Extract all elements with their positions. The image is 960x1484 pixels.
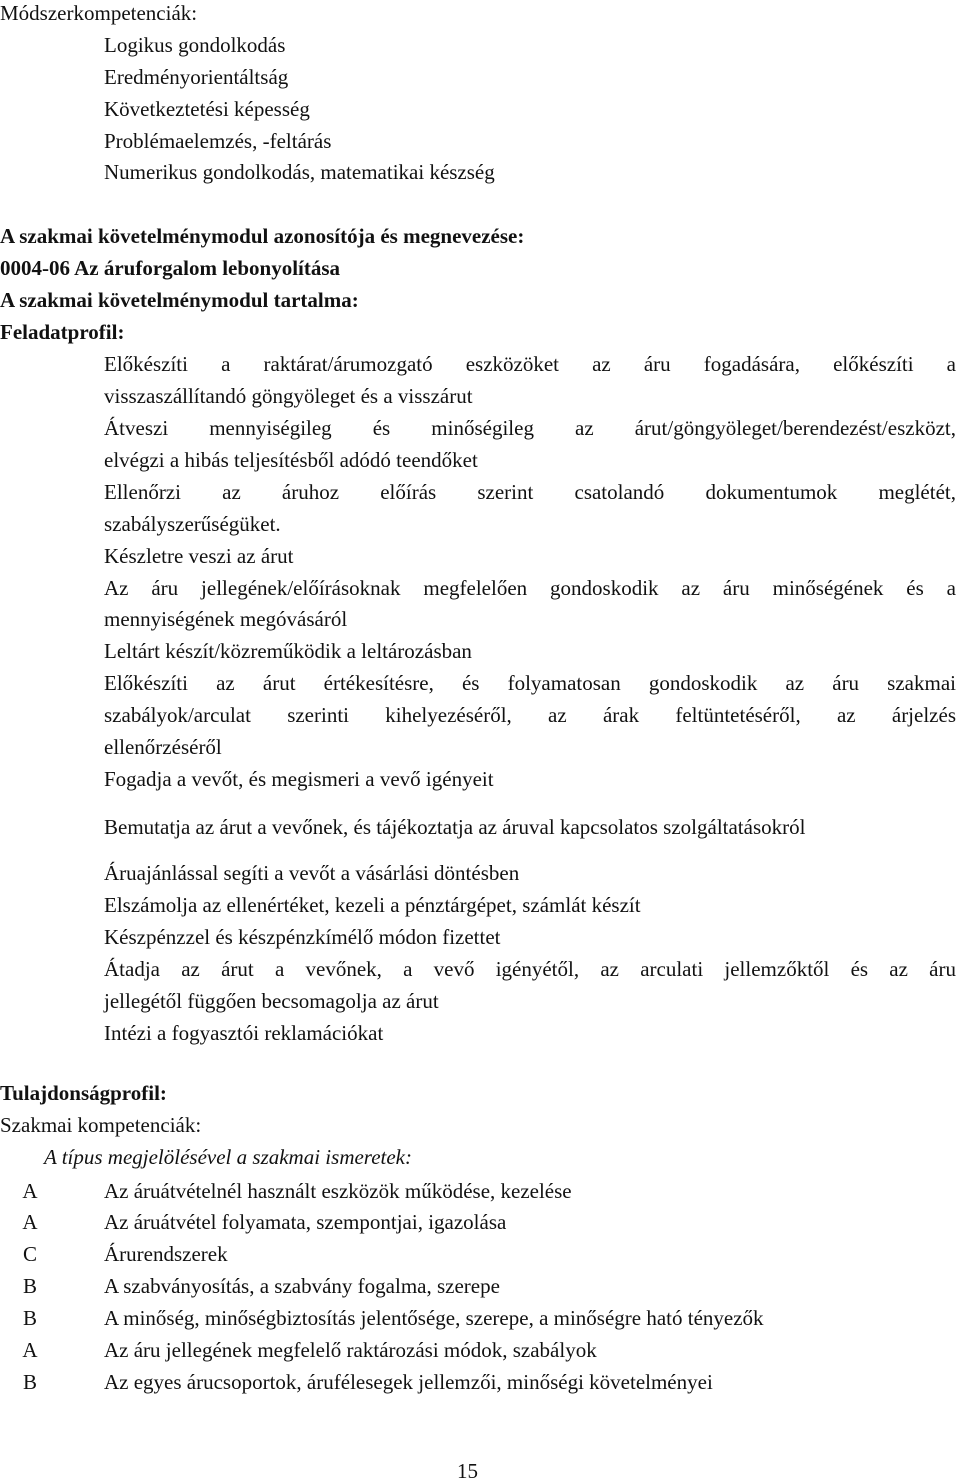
knowledge-text: Árurendszerek	[104, 1242, 228, 1266]
task-line: Elszámolja az ellenértéket, kezeli a pénztárgépet, számlát készít	[104, 893, 641, 917]
professional-competencies-label: Szakmai kompetenciák:	[0, 1113, 202, 1137]
knowledge-type: A	[22, 1179, 38, 1203]
task-line: Leltárt készít/közreműködik a leltározásban	[104, 639, 472, 663]
task-profile-label: Feladatprofil:	[0, 320, 125, 344]
knowledge-text: Az áruátvételnél használt eszközök működése, kezelése	[104, 1179, 572, 1203]
task-line: Előkészíti az árut értékesítésre, és folyamatosan gondoskodik az áru szakmai	[104, 671, 956, 695]
knowledge-text: A minőség, minőségbiztosítás jelentősége, szerepe, a minőségre ható tényezők	[104, 1306, 764, 1330]
knowledge-type: C	[22, 1242, 37, 1266]
task-line: Ellenőrzi az áruhoz előírás szerint csatolandó dokumentumok meglétét,	[104, 480, 956, 504]
task-line: Készpénzzel és készpénzkímélő módon fizettet	[104, 925, 501, 949]
knowledge-type: B	[22, 1306, 37, 1330]
method-item: Következtetési képesség	[104, 97, 310, 121]
method-competencies-heading: Módszerkompetenciák:	[0, 1, 198, 25]
method-item: Problémaelemzés, -feltárás	[104, 129, 332, 153]
task-line: szabályok/arculat szerinti kihelyezéséről, az árak feltüntetéséről, az árjelzés	[104, 703, 956, 727]
property-profile-heading: Tulajdonságprofil:	[0, 1081, 167, 1105]
task-line: Bemutatja az árut a vevőnek, és tájékoztatja az áruval kapcsolatos szolgáltatásokról	[104, 815, 806, 839]
knowledge-type: B	[22, 1370, 37, 1394]
page-number: 15	[457, 1459, 478, 1483]
task-line: Előkészíti a raktárat/árumozgató eszközöket az áru fogadására, előkészíti a	[104, 352, 956, 376]
knowledge-type: A	[22, 1338, 38, 1362]
module-content-label: A szakmai követelménymodul tartalma:	[0, 288, 359, 312]
task-line: jellegétől függően becsomagolja az árut	[104, 989, 439, 1013]
knowledge-text: A szabványosítás, a szabvány fogalma, szerepe	[104, 1274, 500, 1298]
task-line: elvégzi a hibás teljesítésből adódó teendőket	[104, 448, 478, 472]
task-line: mennyiségének megóvásáról	[104, 607, 348, 631]
task-line: szabályszerűségüket.	[104, 512, 281, 536]
knowledge-text: Az áruátvétel folyamata, szempontjai, igazolása	[104, 1210, 507, 1234]
knowledge-text: Az áru jellegének megfelelő raktározási módok, szabályok	[104, 1338, 597, 1362]
task-line: visszaszállítandó göngyöleget és a visszárut	[104, 384, 473, 408]
module-id-label: A szakmai követelménymodul azonosítója és megnevezése:	[0, 224, 525, 248]
method-item: Numerikus gondolkodás, matematikai készség	[104, 160, 495, 184]
task-line: Áruajánlással segíti a vevőt a vásárlási döntésben	[104, 861, 520, 885]
module-id-value: 0004-06 Az áruforgalom lebonyolítása	[0, 256, 341, 280]
task-line: Az áru jellegének/előírásoknak megfelelően gondoskodik az áru minőségének és a	[104, 576, 956, 600]
knowledge-type: B	[22, 1274, 37, 1298]
knowledge-text: Az egyes árucsoportok, árufélesegek jellemzői, minőségi követelményei	[104, 1370, 713, 1394]
method-item: Eredményorientáltság	[104, 65, 289, 89]
knowledge-type-label: A típus megjelölésével a szakmai ismeretek:	[44, 1145, 412, 1169]
task-line: Készletre veszi az árut	[104, 544, 294, 568]
knowledge-type: A	[22, 1210, 38, 1234]
task-line: Intézi a fogyasztói reklamációkat	[104, 1021, 384, 1045]
task-line: Átadja az árut a vevőnek, a vevő igényétől, az arculati jellemzőktől és az áru	[104, 957, 956, 981]
task-line: Átveszi mennyiségileg és minőségileg az árut/göngyöleget/berendezést/eszközt,	[104, 416, 956, 440]
task-line: Fogadja a vevőt, és megismeri a vevő igényeit	[104, 767, 494, 791]
method-item: Logikus gondolkodás	[104, 33, 286, 57]
task-line: ellenőrzéséről	[104, 735, 222, 759]
